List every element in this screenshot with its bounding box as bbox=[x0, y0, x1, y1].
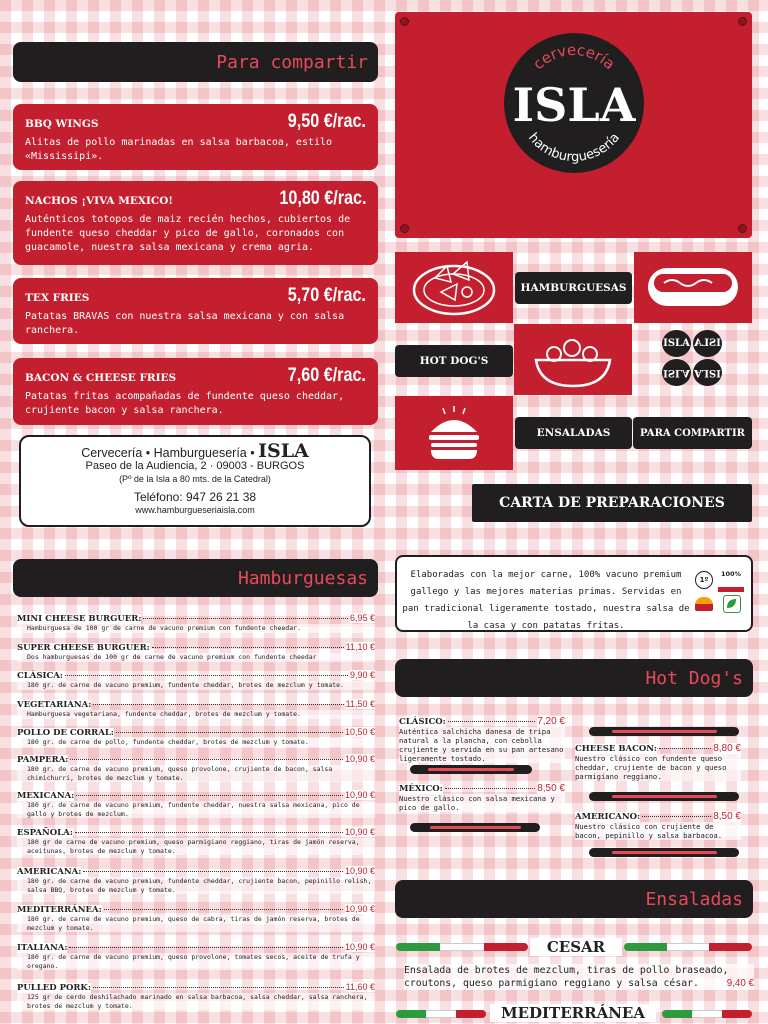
carta-banner: CARTA DE PREPARACIONES bbox=[472, 484, 752, 522]
item-name: NACHOS ¡VIVA MEXICO! bbox=[25, 195, 174, 207]
burger-tile bbox=[395, 396, 513, 470]
address-line-1: Cervecería • Hamburguesería • ISLA bbox=[81, 440, 309, 462]
nav-hotdogs[interactable]: HOT DOG'S bbox=[395, 345, 513, 377]
item-desc: Patatas BRAVAS con nuestra salsa mexicana y con salsa ranchera. bbox=[25, 311, 345, 336]
leaf-badge-icon bbox=[723, 595, 741, 613]
burger-item: POLLO DE CORRAL: 10,50 € 180 gr. de carne de pollo, fundente cheddar, brotes de mezclum y tomate. bbox=[17, 727, 375, 746]
brand-name: ISLA bbox=[258, 440, 309, 462]
address-note: (Pº de la Isla a 80 mts. de la Catedral) bbox=[119, 474, 271, 484]
item-desc: Alitas de pollo marinadas en salsa barbacoa, estilo «Mississipi». bbox=[25, 137, 333, 162]
burger-item: ITALIANA: 10,90 € 180 gr. de carne de vacuno premium, queso provolone, tomates secos, aceite de trufa y oregano. bbox=[17, 942, 375, 970]
compartir-title: Para compartir bbox=[216, 51, 368, 73]
nav-ensaladas[interactable]: ENSALADAS bbox=[515, 417, 632, 449]
svg-text:cervecería: cervecería bbox=[529, 40, 619, 74]
burger-item: VEGETARIANA: 11,50 € Hamburguesa vegetariana, fundente cheddar, brotes de mezclum y tomate. bbox=[17, 699, 375, 718]
salad-price-cesar: 9,40 € bbox=[726, 978, 754, 989]
burger-item: CLÁSICA: 9,90 € 180 gr. de carne de vacuno premium, fundente cheddar, brotes de mezclum y tomate. bbox=[17, 670, 375, 689]
isla-stamp-grid bbox=[662, 330, 722, 386]
burger-item: MINI CHEESE BURGUER: 6,95 € Hamburguesa de 100 gr de carne de vacuno premium con fundente cheedar. bbox=[17, 613, 375, 632]
hotdog-item-clasico: CLÁSICO: 7,20 € Auténtica salchicha danesa de tripa natural a la plancha, con cebolla crujiente y servida en su pan artesano ligeramente tostado. bbox=[399, 716, 565, 763]
item-desc: Patatas fritas acompañadas de fundente queso cheddar, crujiente bacon y salsa ranchera. bbox=[25, 391, 345, 416]
hotdog-item-americano: AMERICANO: 8,50 € Nuestro clásico con crujiente de bacon, pepinillo y salsa barbacoa. bbox=[575, 811, 741, 840]
screw-icon bbox=[400, 224, 409, 233]
burger-item: MEDITERRÁNEA: 10,90 € 180 gr. de carne de vacuno premium, queso de cabra, tiras de jamón reserva, brotes de mezclum y tomate. bbox=[17, 904, 375, 932]
burger-item: PAMPERA: 10,90 € 180 gr. de carne de vacuno premium, queso provolone, crujiente de bacon, salsa chimichurri, brotes de mezclum y tomate. bbox=[17, 754, 375, 782]
hotdogs-header bbox=[395, 659, 753, 697]
premium-badge-icon: 100% bbox=[718, 570, 744, 592]
flag-stripe-icon bbox=[624, 943, 752, 951]
isla-stamp: ISLA bbox=[693, 330, 722, 357]
menu-item-nachos bbox=[13, 181, 378, 265]
burger-item: AMERICANA: 10,90 € 180 gr. de carne de vacuno premium, fundente cheddar, crujiente bacon, pepinillo relish, salsa BBQ, brotes de mezclum y tomate. bbox=[17, 866, 375, 894]
item-name: BBQ WINGS bbox=[25, 118, 99, 130]
salad-name-mediterranea: MEDITERRÁNEA bbox=[490, 1004, 656, 1022]
ensaladas-title: Ensaladas bbox=[645, 888, 743, 910]
nav-compartir[interactable]: PARA COMPARTIR bbox=[633, 417, 752, 449]
isla-stamp: ISLA bbox=[693, 359, 722, 386]
hamburguesas-title: Hamburguesas bbox=[237, 567, 368, 589]
burger-icon bbox=[395, 396, 513, 470]
salad-desc-cesar: Ensalada de brotes de mezclum, tiras de pollo braseado, croutons, queso parmigiano reggiano y salsa césar. 9,40 € bbox=[404, 965, 754, 989]
address-web[interactable]: www.hamburgueseriaisla.com bbox=[135, 505, 255, 515]
sausage-icon bbox=[410, 765, 532, 774]
burger-item: ESPAÑOLA: 10,90 € 180 gr de carne de vacuno premium, queso parmigiano reggiano, tiras de jamón reserva, aceitunas, brotes de mezclum y tomate. bbox=[17, 827, 375, 855]
item-price: 10,80 €/rac. bbox=[278, 188, 366, 209]
menu-item-bbq-wings bbox=[13, 104, 378, 170]
address-street: Paseo de la Audiencia, 2 · 09003 - BURGOS bbox=[85, 460, 305, 472]
hotdog-tile bbox=[634, 252, 752, 323]
compartir-header bbox=[13, 42, 378, 82]
isla-logo bbox=[504, 33, 644, 173]
salad-name-cesar: CESAR bbox=[530, 938, 622, 956]
info-text: Elaboradas con la mejor carne, 100% vacuno premium gallego y las mejores materias primas. Servidas en pan tradicional ligeramente tostado, nuestra salsa de la casa y con patatas fritas. bbox=[402, 570, 690, 631]
flag-stripe-icon bbox=[396, 1010, 486, 1018]
address-phone: Teléfono: 947 26 21 38 bbox=[133, 490, 257, 504]
item-price: 5,70 €/rac. bbox=[287, 285, 366, 306]
sausage-icon bbox=[589, 727, 739, 736]
screw-icon bbox=[738, 17, 747, 26]
isla-stamp: ISLA bbox=[662, 359, 691, 386]
logo-panel bbox=[395, 12, 752, 238]
burger-item: SUPER CHEESE BURGUER: 11,10 € Dos hamburguesas de 100 gr de carne de vacuno premium con fundente cheedar bbox=[17, 642, 375, 661]
salad-icon bbox=[514, 324, 632, 395]
flag-stripe-icon bbox=[396, 943, 528, 951]
screw-icon bbox=[400, 17, 409, 26]
item-name: BACON & CHEESE FRIES bbox=[25, 372, 177, 384]
sausage-icon bbox=[589, 792, 739, 801]
nav-hamburguesas[interactable]: HAMBURGUESAS bbox=[515, 272, 632, 304]
svg-text:hamburguesería: hamburguesería bbox=[525, 130, 623, 166]
award-badge-icon: 1º bbox=[695, 571, 713, 589]
svg-text:ISLA: ISLA bbox=[512, 78, 636, 132]
nachos-icon bbox=[395, 252, 513, 323]
menu-item-tex-fries bbox=[13, 278, 378, 344]
logo-ring-text bbox=[504, 33, 644, 173]
item-price: 7,60 €/rac. bbox=[287, 365, 366, 386]
isla-stamp: ISLA bbox=[662, 330, 691, 357]
ensalada-tile bbox=[514, 324, 632, 395]
burger-item: MEXICANA: 10,90 € 180 gr. de carne de vacuno premium, fundente cheddar, nuestra salsa mexicana, pico de gallo y brotes de mezclum. bbox=[17, 790, 375, 818]
item-name: TEX FRIES bbox=[25, 292, 90, 304]
sun-logo-icon bbox=[695, 597, 713, 611]
screw-icon bbox=[738, 224, 747, 233]
menu-item-bacon-cheese-fries bbox=[13, 358, 378, 425]
address-box bbox=[19, 435, 371, 527]
hamburguesas-header bbox=[13, 559, 378, 597]
ensaladas-header bbox=[395, 880, 753, 918]
hotdog-item-mexico: MÉXICO: 8,50 € Nuestro clásico con salsa mexicana y pico de gallo. bbox=[399, 783, 565, 812]
sausage-icon bbox=[410, 823, 540, 832]
nachos-tile bbox=[395, 252, 513, 323]
hotdogs-title: Hot Dog's bbox=[645, 667, 743, 689]
sausage-icon bbox=[589, 848, 739, 857]
hotdog-icon bbox=[634, 252, 752, 323]
info-box bbox=[395, 555, 753, 632]
flag-stripe-icon bbox=[662, 1010, 752, 1018]
burger-item: PULLED PORK: 11,60 € 125 gr de cerdo deshilachado marinado en salsa barbacoa, salsa cheddar, salsa ranchera, brotes de mezclum y tomate. bbox=[17, 982, 375, 1010]
hotdog-item-cheese-bacon: CHEESE BACON: 8,80 € Nuestro clásico con fundente queso cheddar, crujiente de bacon y queso parmigiano reggiano. bbox=[575, 743, 741, 781]
item-desc: Auténticos totopos de maiz recién hechos, cubiertos de fundente queso cheddar y pico de gallo, coronados con guacamole, nuestra salsa mexicana y crema agria. bbox=[25, 214, 351, 253]
item-price: 9,50 €/rac. bbox=[287, 111, 366, 132]
